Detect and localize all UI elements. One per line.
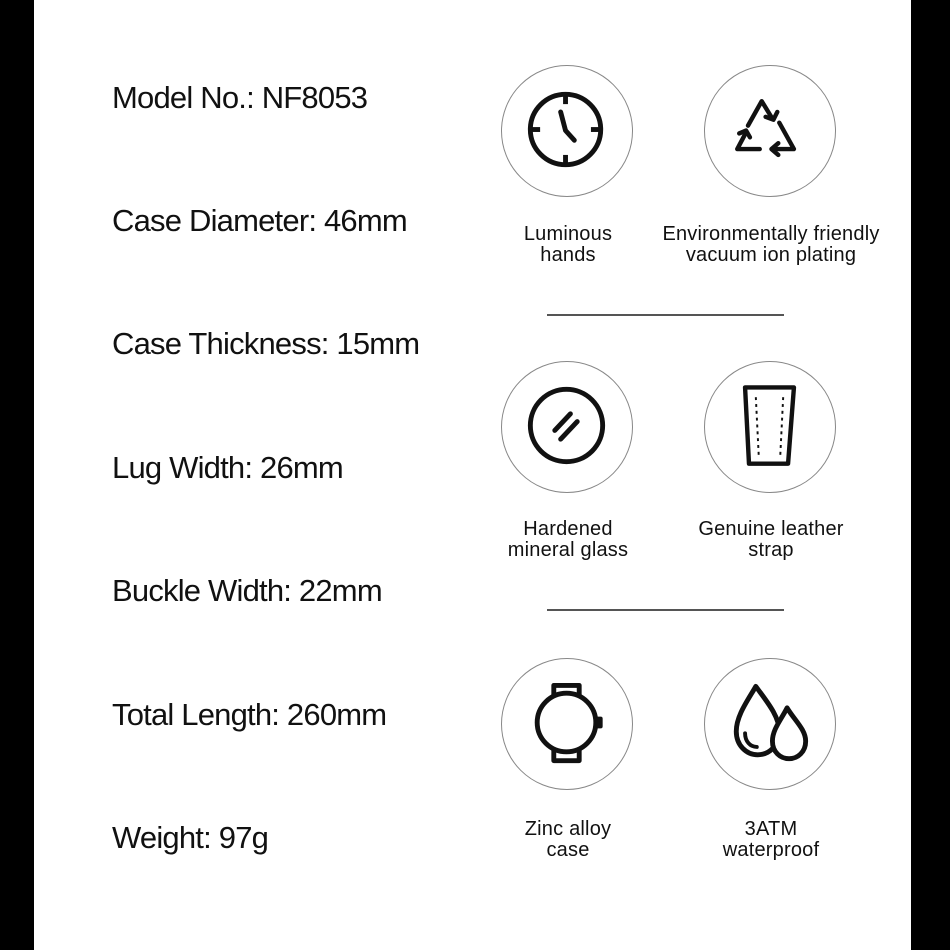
feature-caption-line2: vacuum ion plating [685, 244, 857, 266]
feature-caption-line2: case [546, 839, 590, 861]
spec-buckle-width: Buckle Width: 22mm [112, 573, 382, 608]
feature-caption-line1: Environmentally friendly [662, 223, 880, 245]
divider [547, 609, 784, 611]
spec-case-thickness: Case Thickness: 15mm [112, 326, 420, 361]
feature-caption-line1: Zinc alloy [524, 818, 612, 840]
leather-icon [704, 361, 836, 493]
spec-weight: Weight: 97g [112, 820, 269, 855]
spec-total-length: Total Length: 260mm [112, 697, 387, 732]
feature-caption-line2: hands [540, 244, 596, 266]
glass-icon [501, 361, 633, 493]
recycle-icon [704, 65, 836, 197]
feature-caption-line2: waterproof [722, 839, 820, 861]
feature-caption-line1: Luminous [523, 223, 613, 245]
feature-caption-line1: Hardened [523, 518, 613, 540]
spec-panel [34, 0, 911, 950]
spec-lug-width: Lug Width: 26mm [112, 450, 343, 485]
water-drops-icon [704, 658, 836, 790]
clock-icon [501, 65, 633, 197]
spec-case-diameter: Case Diameter: 46mm [112, 203, 407, 238]
spec-model-number: Model No.: NF8053 [112, 80, 368, 115]
feature-caption-line1: Genuine leather [698, 518, 844, 540]
divider [547, 314, 784, 316]
feature-caption-line2: mineral glass [507, 539, 629, 561]
feature-caption-line1: 3ATM [744, 818, 798, 840]
feature-caption-line2: strap [748, 539, 794, 561]
watch-case-icon [501, 658, 633, 790]
